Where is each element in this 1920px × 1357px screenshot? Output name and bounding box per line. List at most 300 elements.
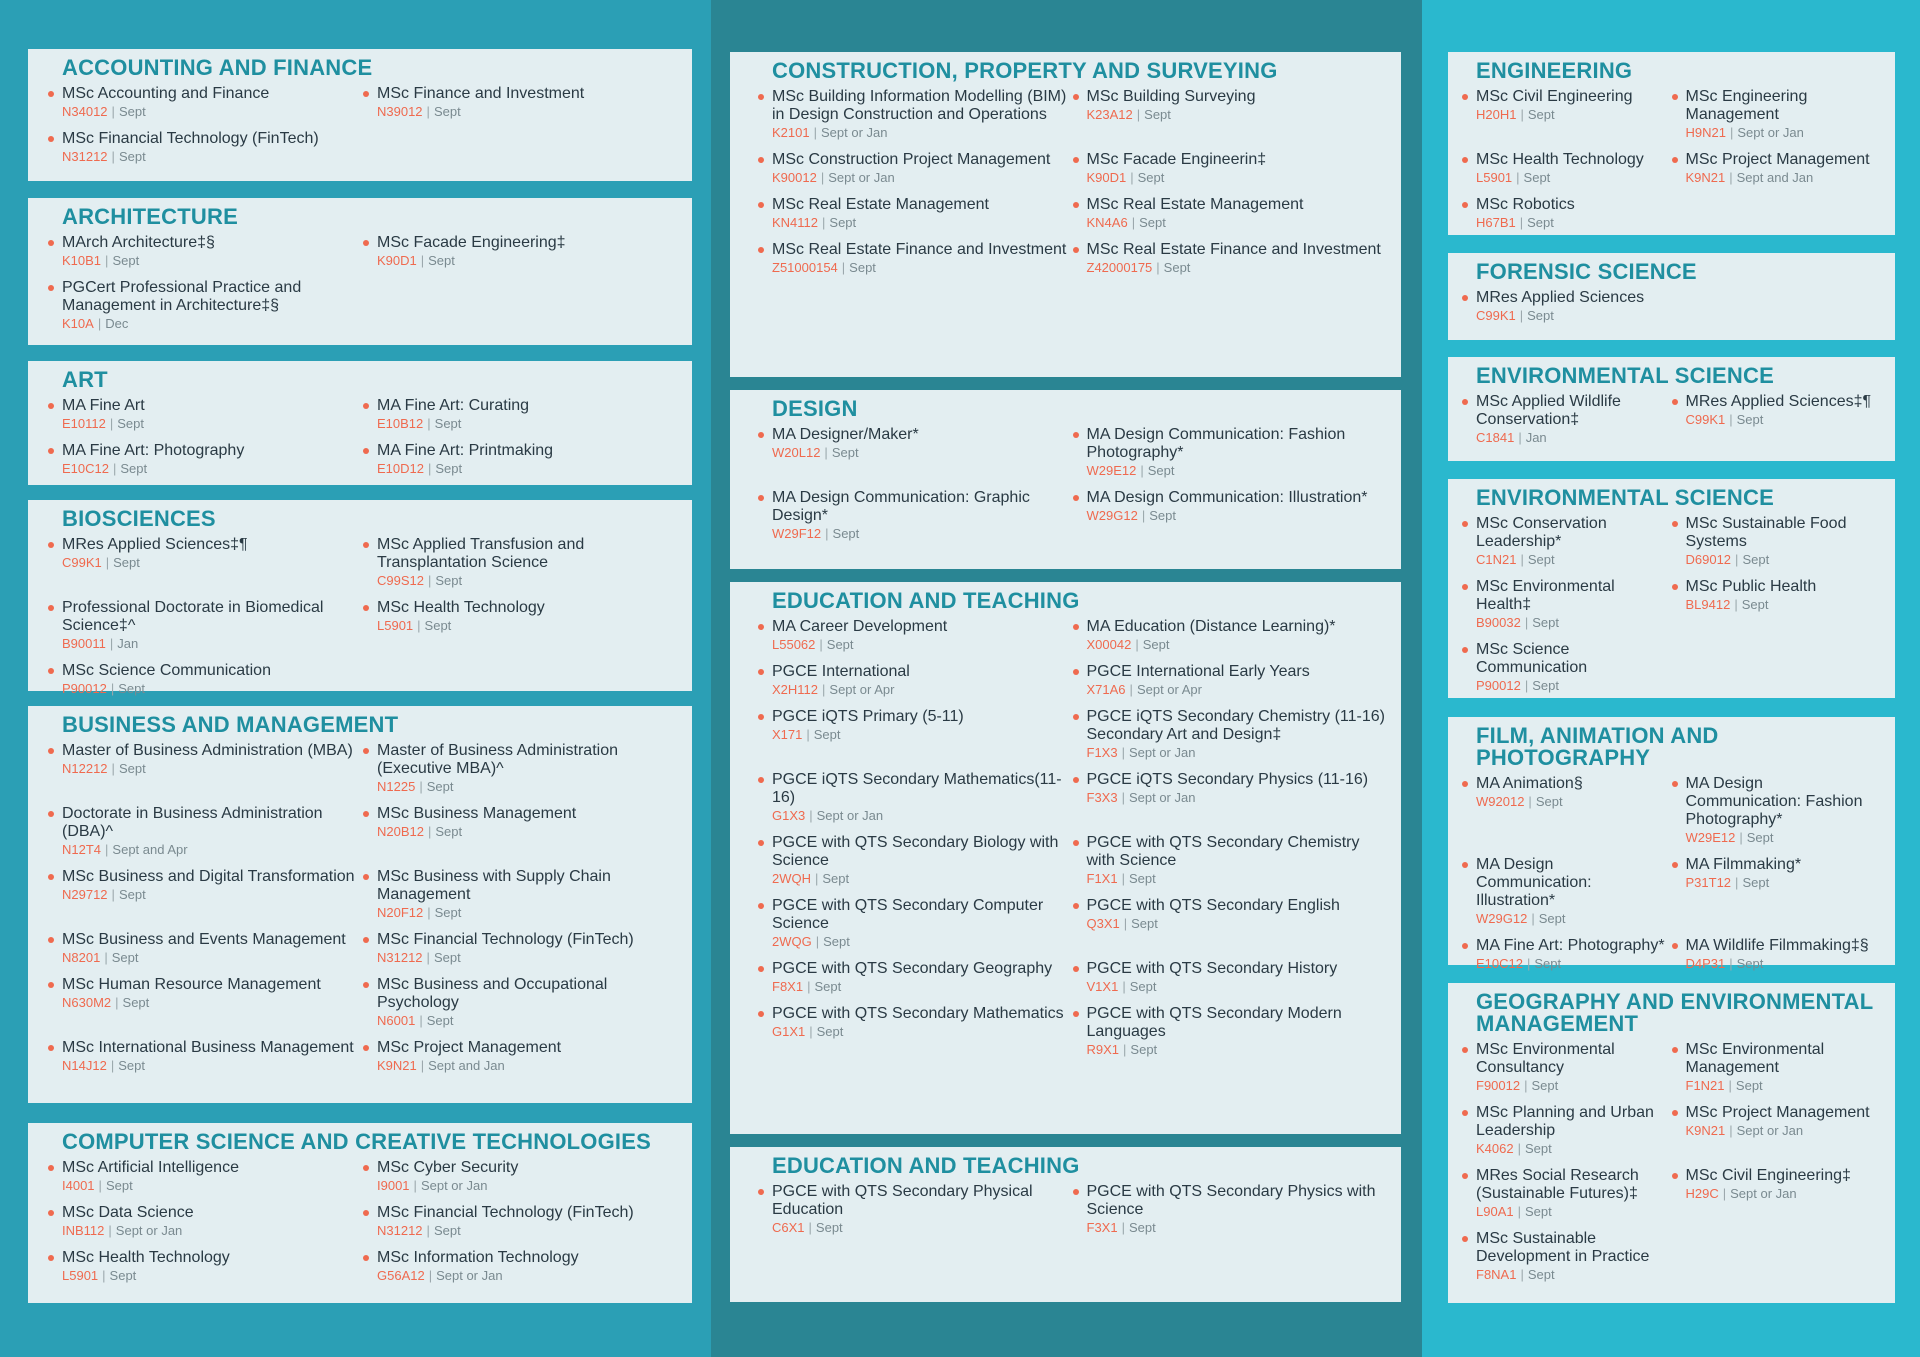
meta-separator: |: [1528, 794, 1532, 809]
section-panel: [1448, 52, 1895, 235]
course-code: W92012: [1476, 794, 1525, 809]
course-item[interactable]: [377, 85, 678, 119]
course-start: Sept: [829, 215, 857, 230]
meta-separator: |: [419, 779, 423, 794]
course-item[interactable]: [62, 976, 363, 1028]
meta-separator: |: [1121, 745, 1125, 760]
course-item[interactable]: [1087, 426, 1388, 478]
course-item[interactable]: [377, 599, 678, 651]
course-item[interactable]: [1087, 663, 1388, 697]
course-item[interactable]: [377, 1039, 678, 1073]
meta-separator: |: [809, 808, 813, 823]
course-item[interactable]: [62, 1249, 363, 1283]
course-item[interactable]: [772, 1005, 1073, 1057]
meta-separator: |: [1526, 956, 1531, 971]
course-item[interactable]: [1087, 1005, 1388, 1057]
course-code: H9N21: [1685, 125, 1726, 140]
course-meta: [1686, 830, 1882, 845]
course-start: Sept: [814, 979, 842, 994]
course-code: 2WQG: [772, 934, 812, 949]
course-item[interactable]: [62, 234, 363, 268]
course-item[interactable]: [62, 397, 363, 431]
course-title: MA Filmmaking*: [1685, 856, 1802, 873]
course-title: MSc Applied Transfusion and Transplantation Science: [377, 536, 585, 571]
course-meta: [1476, 1204, 1672, 1219]
course-item[interactable]: [377, 397, 678, 431]
meta-separator: |: [1739, 830, 1743, 845]
course-item[interactable]: [1476, 196, 1672, 230]
course-item[interactable]: [1686, 937, 1882, 971]
course-item[interactable]: [62, 130, 363, 164]
section-panel: [730, 52, 1401, 377]
course-meta: [377, 461, 678, 476]
course-meta: [62, 1178, 363, 1193]
course-title: MSc Project Management: [1685, 151, 1870, 168]
course-item[interactable]: [772, 618, 1073, 652]
meta-separator: |: [1734, 597, 1738, 612]
course-item[interactable]: [1476, 515, 1672, 567]
course-meta: [772, 979, 1073, 994]
course-code: Q3X1: [1086, 916, 1120, 931]
meta-separator: |: [426, 1223, 430, 1238]
course-title: MA Fine Art: Printmaking: [377, 442, 554, 459]
meta-separator: |: [1140, 463, 1144, 478]
course-start: Sept: [435, 573, 463, 588]
bullet-icon: [1462, 521, 1468, 527]
course-item[interactable]: [377, 1204, 678, 1238]
course-title: MA Wildlife Filmmaking‡§: [1685, 937, 1869, 954]
course-item[interactable]: [772, 708, 1073, 760]
meta-separator: |: [417, 618, 421, 633]
course-item[interactable]: [62, 599, 363, 651]
course-item[interactable]: [1087, 489, 1388, 541]
course-start: Dec: [105, 316, 129, 331]
meta-separator: |: [1141, 508, 1146, 523]
course-meta: [772, 215, 1073, 230]
course-code: F8NA1: [1476, 1267, 1517, 1282]
course-item[interactable]: [62, 662, 363, 696]
section-panel: [28, 1123, 692, 1303]
meta-separator: |: [1520, 107, 1524, 122]
course-meta: [1686, 1078, 1882, 1093]
course-item[interactable]: [1686, 856, 1882, 926]
course-item[interactable]: [1087, 771, 1388, 823]
course-title: MRes Applied Sciences: [1476, 289, 1645, 306]
course-code: N20B12: [377, 824, 424, 839]
course-title: MSc Conservation Leadership*: [1476, 515, 1607, 550]
course-code: N20F12: [377, 905, 424, 920]
course-start: Sept or Jan: [1736, 1123, 1804, 1138]
meta-separator: |: [419, 1013, 423, 1028]
course-start: Sept: [1735, 1078, 1763, 1093]
course-title: Master of Business Administration (Executive MBA)^: [377, 742, 618, 777]
course-start: Sept: [1741, 597, 1769, 612]
course-code: X00042: [1086, 637, 1132, 652]
course-code: C99K1: [1685, 412, 1726, 427]
course-meta: [1087, 107, 1388, 122]
bullet-icon: [48, 1165, 54, 1171]
course-item[interactable]: [62, 1204, 363, 1238]
course-item[interactable]: [1476, 1167, 1672, 1219]
course-item[interactable]: [772, 771, 1073, 823]
course-item[interactable]: [1476, 775, 1672, 845]
course-title: MSc Cyber Security: [377, 1159, 519, 1176]
course-code: K9N21: [1685, 1123, 1726, 1138]
course-meta: [62, 416, 363, 431]
meta-separator: |: [426, 950, 430, 965]
section-panel: [1448, 357, 1895, 461]
course-item[interactable]: [1087, 196, 1388, 230]
course-title: MSc Business with Supply Chain Management: [377, 868, 611, 903]
course-start: Sept: [109, 1268, 137, 1283]
course-item[interactable]: [377, 976, 678, 1028]
course-item[interactable]: [62, 931, 363, 965]
meta-separator: |: [841, 260, 846, 275]
course-meta: [1686, 552, 1882, 567]
course-code: L5901: [377, 618, 414, 633]
course-meta: [377, 573, 678, 588]
section-panel: [28, 500, 692, 696]
course-title: PGCE with QTS Secondary Chemistry with Science: [1086, 834, 1360, 869]
course-item[interactable]: [1087, 241, 1388, 275]
course-title: MA Education (Distance Learning)*: [1086, 618, 1336, 635]
course-title: MSc Real Estate Management: [1086, 196, 1304, 213]
course-item[interactable]: [1087, 834, 1388, 886]
bullet-icon: [48, 668, 54, 674]
course-code: E10C12: [62, 461, 109, 476]
course-item[interactable]: [62, 868, 363, 920]
meta-separator: |: [1524, 615, 1529, 630]
course-item[interactable]: [1087, 897, 1388, 949]
course-list: [1476, 393, 1881, 456]
section-panel: [730, 582, 1401, 1134]
course-title: MSc Applied Wildlife Conservation‡: [1476, 393, 1621, 428]
bullet-icon: [48, 285, 54, 291]
meta-separator: |: [427, 461, 432, 476]
course-start: Sept: [1149, 508, 1176, 523]
course-start: Sept: [1532, 615, 1559, 630]
meta-separator: |: [1735, 875, 1739, 890]
course-item[interactable]: [62, 442, 363, 476]
meta-separator: |: [1516, 170, 1520, 185]
course-code: X171: [772, 727, 803, 742]
course-start: Sept: [826, 637, 854, 652]
bullet-icon: [1073, 966, 1079, 972]
course-item[interactable]: [62, 279, 363, 331]
bullet-icon: [48, 1210, 54, 1216]
course-item[interactable]: [377, 442, 678, 476]
bullet-icon: [1462, 1173, 1468, 1179]
course-item[interactable]: [377, 868, 678, 920]
course-item[interactable]: [1476, 937, 1672, 971]
course-title: MSc Business and Occupational Psychology: [377, 976, 608, 1011]
course-list: [62, 536, 678, 707]
course-start: Sept: [424, 618, 452, 633]
course-item[interactable]: [1686, 151, 1882, 185]
course-item[interactable]: [772, 1183, 1073, 1235]
course-item[interactable]: [1476, 151, 1672, 185]
course-meta: [1686, 412, 1882, 427]
meta-separator: |: [420, 253, 425, 268]
bullet-icon: [1462, 94, 1468, 100]
course-code: E10C12: [1476, 956, 1523, 971]
course-title: PGCE iQTS Secondary Mathematics(11-16): [772, 771, 1062, 806]
course-start: Sept: [1736, 412, 1764, 427]
course-item[interactable]: [1686, 1104, 1882, 1156]
course-list: [1476, 775, 1881, 982]
course-item[interactable]: [772, 426, 1073, 478]
course-start: Sept: [1527, 107, 1555, 122]
course-item[interactable]: [772, 897, 1073, 949]
course-code: L5901: [1476, 170, 1513, 185]
course-code: X71A6: [1086, 682, 1126, 697]
course-item[interactable]: [772, 960, 1073, 994]
course-meta: [377, 905, 678, 920]
bullet-icon: [1462, 862, 1468, 868]
course-item[interactable]: [1686, 88, 1882, 140]
course-start: Sept: [1527, 215, 1554, 230]
course-item[interactable]: [772, 489, 1073, 541]
course-title: Doctorate in Business Administration (DBA)^: [62, 805, 323, 840]
course-item[interactable]: [1476, 393, 1672, 445]
course-item[interactable]: [62, 85, 363, 119]
course-title: PGCE iQTS Primary (5-11): [772, 708, 964, 725]
course-meta: [1476, 215, 1672, 230]
course-start: Sept: [1144, 107, 1171, 122]
course-start: Sept: [113, 555, 140, 570]
course-title: MSc Environmental Consultancy: [1476, 1041, 1615, 1076]
course-title: MA Design Communication: Graphic Design*: [772, 489, 1030, 524]
bullet-icon: [363, 748, 369, 754]
course-item[interactable]: [1686, 393, 1882, 445]
bullet-icon: [758, 903, 764, 909]
course-code: P90012: [62, 681, 107, 696]
course-start: Sept and Apr: [112, 842, 188, 857]
course-code: R9X1: [1086, 1042, 1120, 1057]
course-title: MA Design Communication: Illustration*: [1086, 489, 1368, 506]
meta-separator: |: [1122, 979, 1126, 994]
course-item[interactable]: [1686, 515, 1882, 567]
course-title: PGCE with QTS Secondary Mathematics: [772, 1005, 1064, 1022]
course-code: P90012: [1476, 678, 1521, 693]
course-item[interactable]: [1087, 88, 1388, 140]
meta-separator: |: [111, 887, 115, 902]
course-item[interactable]: [772, 663, 1073, 697]
course-item[interactable]: [377, 1159, 678, 1193]
course-start: Sept: [813, 727, 841, 742]
course-item[interactable]: [377, 805, 678, 857]
meta-separator: |: [1735, 552, 1739, 567]
course-title: MSc Business and Digital Transformation: [62, 868, 355, 885]
bullet-icon: [48, 937, 54, 943]
meta-separator: |: [1729, 170, 1733, 185]
course-item[interactable]: [772, 88, 1073, 140]
course-start: Sept: [1129, 979, 1157, 994]
course-meta: [772, 125, 1073, 140]
course-item[interactable]: [772, 196, 1073, 230]
course-start: Sept or Jan: [1730, 1186, 1797, 1201]
course-item[interactable]: [772, 834, 1073, 886]
course-start: Sept: [1147, 463, 1175, 478]
course-title: MRes Social Research (Sustainable Futures)‡: [1476, 1167, 1639, 1202]
section-panel: [1448, 717, 1895, 971]
course-start: Sept: [1128, 1220, 1156, 1235]
course-item[interactable]: [62, 1039, 363, 1073]
course-meta: [377, 104, 678, 119]
course-item[interactable]: [1686, 775, 1882, 845]
meta-separator: |: [1123, 916, 1128, 931]
bullet-icon: [48, 240, 54, 246]
course-item[interactable]: [377, 742, 678, 794]
course-item[interactable]: [377, 931, 678, 965]
bullet-icon: [758, 94, 764, 100]
bullet-icon: [363, 448, 369, 454]
course-start: Sept: [428, 253, 455, 268]
course-title: MA Design Communication: Fashion Photography*: [1685, 775, 1863, 828]
section-title: ENVIRONMENTAL SCIENCE: [1476, 485, 1774, 510]
course-code: W29F12: [772, 526, 822, 541]
course-code: K10B1: [62, 253, 102, 268]
course-list: [772, 88, 1387, 286]
meta-separator: |: [1519, 308, 1524, 323]
course-meta: [1476, 794, 1672, 809]
course-item[interactable]: [377, 1249, 678, 1283]
bullet-icon: [1462, 295, 1468, 301]
section-title: EDUCATION AND TEACHING: [772, 588, 1080, 613]
course-item[interactable]: [772, 241, 1073, 275]
meta-separator: |: [110, 1058, 115, 1073]
course-meta: [1087, 979, 1388, 994]
course-item[interactable]: [1087, 708, 1388, 760]
course-meta: [62, 1058, 363, 1073]
course-start: Sept: [1527, 308, 1554, 323]
course-code: G56A12: [377, 1268, 425, 1283]
bullet-icon: [1462, 157, 1468, 163]
course-code: K4062: [1476, 1141, 1514, 1156]
section-title: GEOGRAPHY AND ENVIRONMENTAL MANAGEMENT: [1476, 989, 1873, 1036]
bullet-icon: [48, 136, 54, 142]
course-item[interactable]: [1476, 1041, 1672, 1093]
course-list: [772, 426, 1387, 552]
course-meta: [772, 682, 1073, 697]
meta-separator: |: [427, 905, 431, 920]
course-code: D4P31: [1685, 956, 1726, 971]
course-meta: [62, 995, 363, 1010]
course-item[interactable]: [62, 742, 363, 794]
course-start: Sept or Jan: [1128, 790, 1196, 805]
course-meta: [772, 260, 1073, 275]
course-start: Sept or Jan: [816, 808, 884, 823]
course-item[interactable]: [62, 1159, 363, 1193]
course-title: MSc Project Management: [377, 1039, 562, 1056]
bullet-icon: [1462, 1110, 1468, 1116]
course-item[interactable]: [1476, 1104, 1672, 1156]
course-code: I9001: [377, 1178, 410, 1193]
course-meta: [772, 934, 1073, 949]
course-meta: [1087, 260, 1388, 275]
course-start: Sept: [1534, 956, 1562, 971]
course-item[interactable]: [1087, 960, 1388, 994]
course-code: N31212: [377, 1223, 423, 1238]
bullet-icon: [363, 403, 369, 409]
course-item[interactable]: [1686, 1041, 1882, 1093]
course-item[interactable]: [1686, 578, 1882, 630]
meta-separator: |: [427, 824, 432, 839]
course-item[interactable]: [62, 805, 363, 857]
bullet-icon: [48, 982, 54, 988]
course-meta: [772, 445, 1073, 460]
course-meta: [1686, 1186, 1882, 1201]
course-meta: [1476, 430, 1672, 445]
bullet-icon: [363, 1255, 369, 1261]
course-item[interactable]: [377, 536, 678, 588]
course-item[interactable]: [1476, 856, 1672, 926]
course-item[interactable]: [1087, 618, 1388, 652]
meta-separator: |: [819, 637, 823, 652]
course-start: Sept: [1736, 956, 1764, 971]
course-meta: [377, 416, 678, 431]
course-title: PGCE International: [772, 663, 910, 680]
course-item[interactable]: [1476, 641, 1672, 693]
bullet-icon: [363, 1210, 369, 1216]
course-title: MSc Science Communication: [1476, 641, 1588, 676]
bullet-icon: [48, 403, 54, 409]
course-item[interactable]: [62, 536, 363, 588]
course-start: Sept: [816, 1024, 844, 1039]
course-item[interactable]: [377, 234, 678, 268]
bullet-icon: [48, 1045, 54, 1051]
course-title: PGCert Professional Practice and Management in Architecture‡§: [62, 279, 302, 314]
course-meta: [377, 779, 678, 794]
course-item[interactable]: [772, 151, 1073, 185]
course-meta: [1087, 1042, 1388, 1057]
course-item[interactable]: [1476, 88, 1672, 140]
course-start: Sept: [1128, 871, 1156, 886]
course-title: MSc Environmental Health‡: [1476, 578, 1615, 613]
course-list: [62, 1159, 678, 1294]
course-item[interactable]: [1476, 289, 1881, 323]
course-title: PGCE with QTS Secondary Physical Education: [772, 1183, 1033, 1218]
course-start: Sept or Jan: [115, 1223, 183, 1238]
section-title: ENGINEERING: [1476, 58, 1633, 83]
course-title: PGCE with QTS Secondary Modern Languages: [1086, 1005, 1342, 1040]
course-title: PGCE International Early Years: [1086, 663, 1310, 680]
meta-separator: |: [426, 104, 430, 119]
meta-separator: |: [1728, 1078, 1732, 1093]
course-start: Sept: [1137, 170, 1165, 185]
course-code: D69012: [1685, 552, 1732, 567]
section-title: ARCHITECTURE: [62, 204, 238, 229]
meta-separator: |: [97, 316, 102, 331]
course-title: MSc Building Surveying: [1086, 88, 1256, 105]
bullet-icon: [1462, 647, 1468, 653]
course-meta: [377, 824, 678, 839]
course-item[interactable]: [1087, 151, 1388, 185]
course-item[interactable]: [1686, 1167, 1882, 1219]
course-meta: [1476, 552, 1672, 567]
bullet-icon: [1073, 624, 1079, 630]
course-item[interactable]: [1087, 1183, 1388, 1235]
course-meta: [62, 950, 363, 965]
meta-separator: |: [1123, 1042, 1127, 1057]
meta-separator: |: [112, 461, 117, 476]
course-item[interactable]: [1476, 1230, 1672, 1282]
course-item[interactable]: [1476, 578, 1672, 630]
course-meta: [772, 170, 1073, 185]
course-start: Sept: [434, 416, 462, 431]
meta-separator: |: [1524, 678, 1529, 693]
course-start: Sept: [435, 461, 463, 476]
